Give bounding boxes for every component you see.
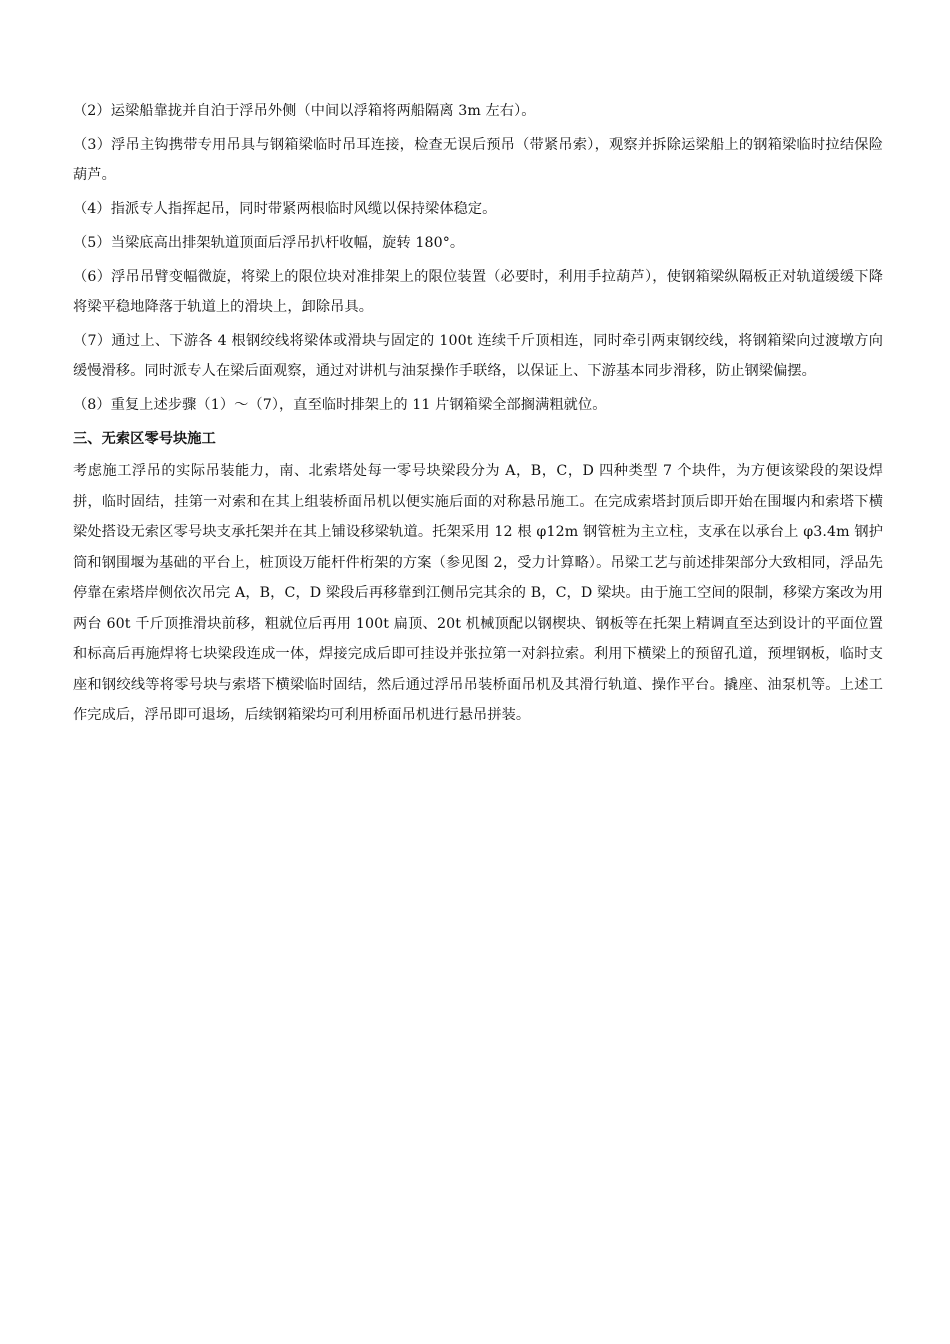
document-page xyxy=(73,96,883,731)
step-8: （8）重复上述步骤（1）～（7），直至临时排架上的 11 片钢箱梁全部搁满粗就位。 xyxy=(73,397,607,413)
step-3: （3）浮吊主钩携带专用吊具与钢箱梁临时吊耳连接，检查无误后预吊（带紧吊索），观察并拆除运梁船上的钢箱梁临时拉结保险葫芦。 xyxy=(73,137,883,183)
section-body: 考虑施工浮吊的实际吊装能力，南、北索塔处每一零号块梁段分为 A，B，C，D 四种类型 7 个块件，为方便该梁段的架设焊拼，临时固结，挂第一对索和在其上组装桥面吊机以便实施后面的对称悬吊施工。在完成索塔封顶后即开始在围堰内和索塔下横梁处搭设无索区零号块支承托架并在其上铺设移梁轨道。托架采用 12 根 φ12m 钢管桩为主立柱，支承在以承台上 φ3.4m 钢护筒和钢围堰为基础的平台上，桩顶设万能杆件桁架的方案（参见图 2，受力计算略）。吊梁工艺与前述排架部分大致相同，浮品先停靠在索塔岸侧依次吊完 A，B，C，D 梁段后再移靠到江侧吊完其余的 B，C，D 梁块。由于施工空间的限制，移梁方案改为用两台 60t 千斤顶推滑块前移，粗就位后再用 100t 扁顶、20t 机械顶配以钢楔块、钢板等在托架上精调直至达到设计的平面位置和标高后再施焊将七块梁段连成一体，焊接完成后即可挂设并张拉第一对斜拉索。利用下横梁上的预留孔道，预埋钢板，临时支座和钢绞线等将零号块与索塔下横梁临时固结，然后通过浮吊吊装桥面吊机及其滑行轨道、操作平台。撬座、油泵机等。上述工作完成后，浮吊即可退场，后续钢箱梁均可利用桥面吊机进行悬吊拼装。 xyxy=(73,463,883,723)
section-heading: 三、无索区零号块施工 xyxy=(73,431,216,447)
step-5: （5）当梁底高出排架轨道顶面后浮吊扒杆收幅，旋转 180°。 xyxy=(73,235,465,251)
step-6: （6）浮吊吊臂变幅微旋，将梁上的限位块对准排架上的限位装置（必要时，利用手拉葫芦），使钢箱梁纵隔板正对轨道缓缓下降将梁平稳地降落于轨道上的滑块上，卸除吊具。 xyxy=(73,269,883,315)
step-2: （2）运梁船靠拢并自泊于浮吊外侧（中间以浮箱将两船隔离 3m 左右）。 xyxy=(73,103,536,119)
step-7: （7）通过上、下游各 4 根钢绞线将梁体或滑块与固定的 100t 连续千斤顶相连，同时牵引两束钢绞线，将钢箱梁向过渡墩方向缓慢滑移。同时派专人在梁后面观察，通过对讲机与油泵操作手联络，以保证上、下游基本同步滑移，防止钢梁偏摆。 xyxy=(73,333,883,379)
step-4: （4）指派专人指挥起吊，同时带紧两根临时风缆以保持梁体稳定。 xyxy=(73,201,497,217)
